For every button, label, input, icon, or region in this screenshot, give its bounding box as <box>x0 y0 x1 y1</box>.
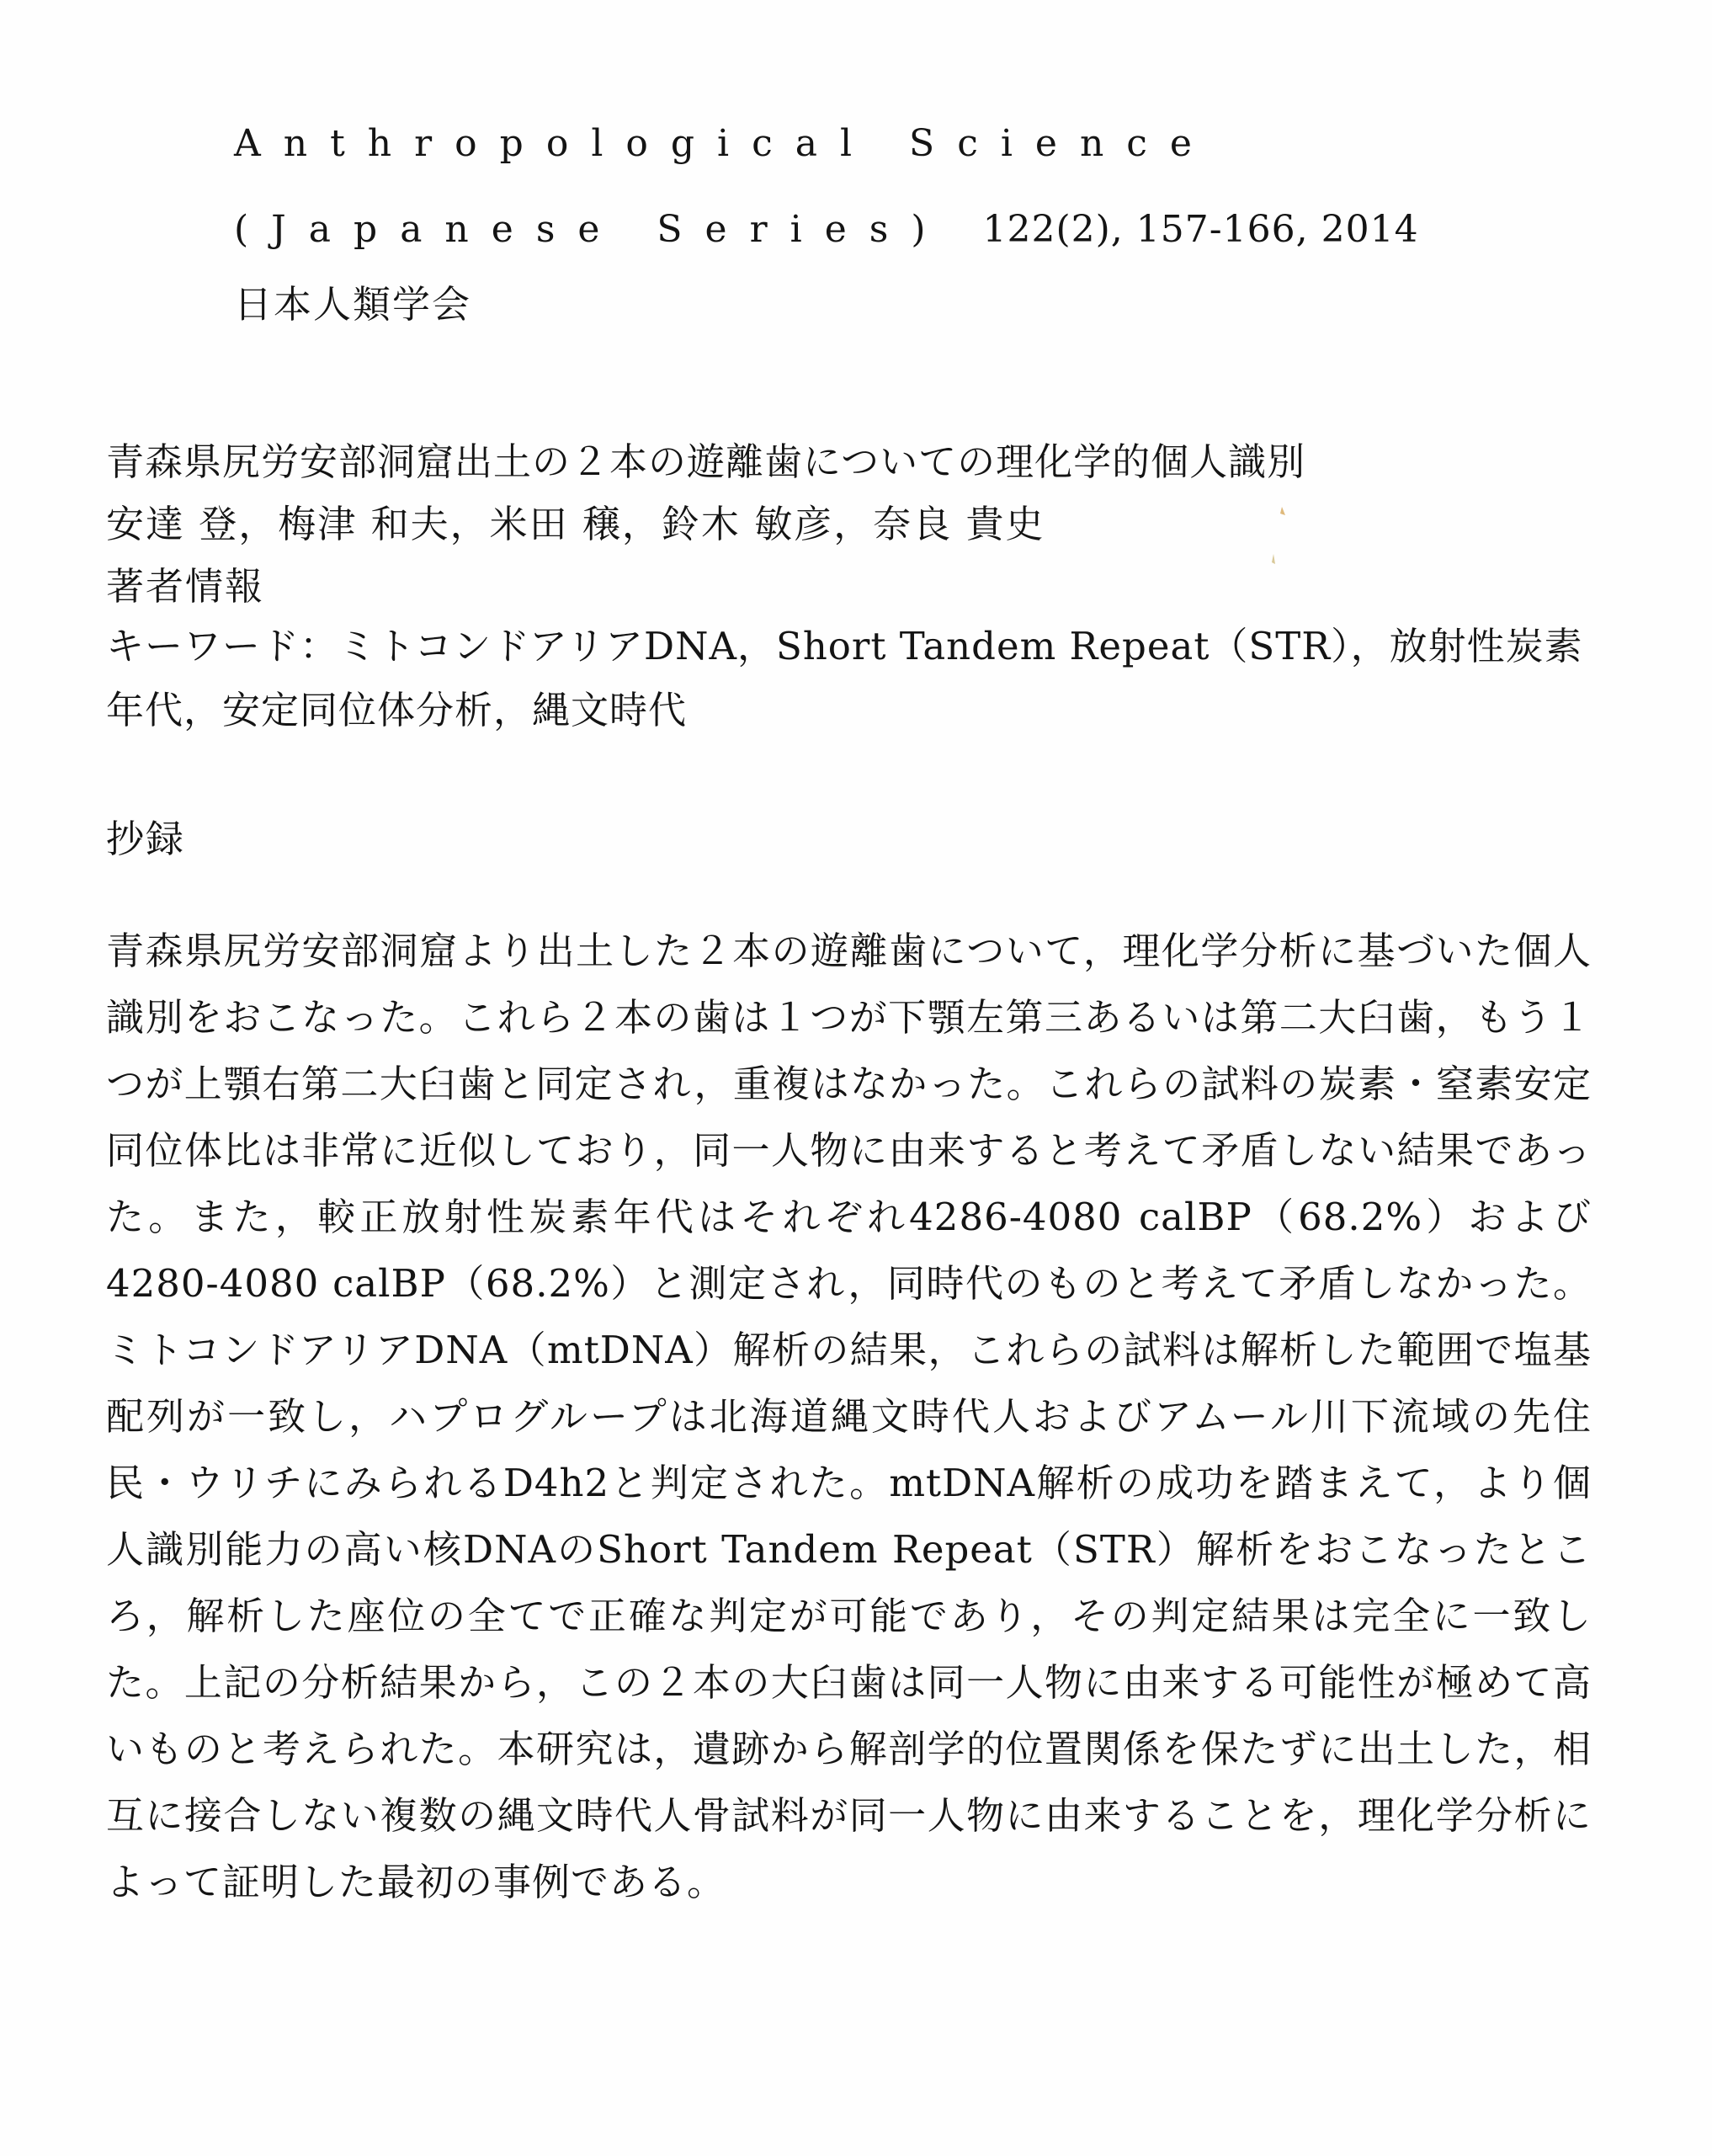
scan-speck-mark <box>1267 503 1292 571</box>
author-info-label: 著者情報 <box>106 564 265 609</box>
keywords: キーワード：ミトコンドアリアDNA，Short Tandem Repeat（STR），放射性炭素年代，安定同位体分析，縄文時代 <box>106 624 1583 732</box>
society-name: 日本人類学会 <box>234 282 472 327</box>
abstract-heading: 抄録 <box>106 817 186 861</box>
abstract-body: 青森県尻労安部洞窟より出土した２本の遊離歯について，理化学分析に基づいた個人識別をおこなった。これら２本の歯は１つが下顎左第三あるいは第二大臼歯，もう１つが上顎右第二大臼歯と同定され，重複はなかった。これらの試料の炭素・窒素安定同位体比は非常に近似しており，同一人物に由来すると考えて矛盾しない結果であった。また，較正放射性炭素年代はそれぞれ4286-4080 calBP（68.2%）および4280-4080 calBP（68.2%）と測定され，同時代のものと考えて矛盾しなかった。ミトコンドアリアDNA（mtDNA）解析の結果，これらの試料は解析した範囲で塩基配列が一致し，ハプログループは北海道縄文時代人およびアムール川下流域の先住民・ウリチにみられるD4h2と判定された。mtDNA解析の成功を踏まえて，より個人識別能力の高い核DNAのShort Tandem Repeat（STR）解析をおこなったところ，解析した座位の全てで正確な判定が可能であり，その判定結果は完全に一致した。上記の分析結果から，この２本の大臼歯は同一人物に由来する可能性が極めて高いものと考えられた。本研究は，遺跡から解剖学的位置関係を保たずに出土した，相互に接合しない複数の縄文時代人骨試料が同一人物に由来することを，理化学分析によって証明した最初の事例である。 <box>106 929 1592 1904</box>
author-list: 安達 登，梅津 和夫，米田 穣，鈴木 敏彦，奈良 貴史 <box>106 502 1045 546</box>
article-title: 青森県尻労安部洞窟出土の２本の遊離歯についての理化学的個人識別 <box>106 439 1306 484</box>
journal-citation <box>234 101 1581 273</box>
volume-info: 122(2), 157-166, 2014 <box>982 208 1419 251</box>
journal-name: Anthropological Science (Japanese Series) <box>234 122 1215 251</box>
